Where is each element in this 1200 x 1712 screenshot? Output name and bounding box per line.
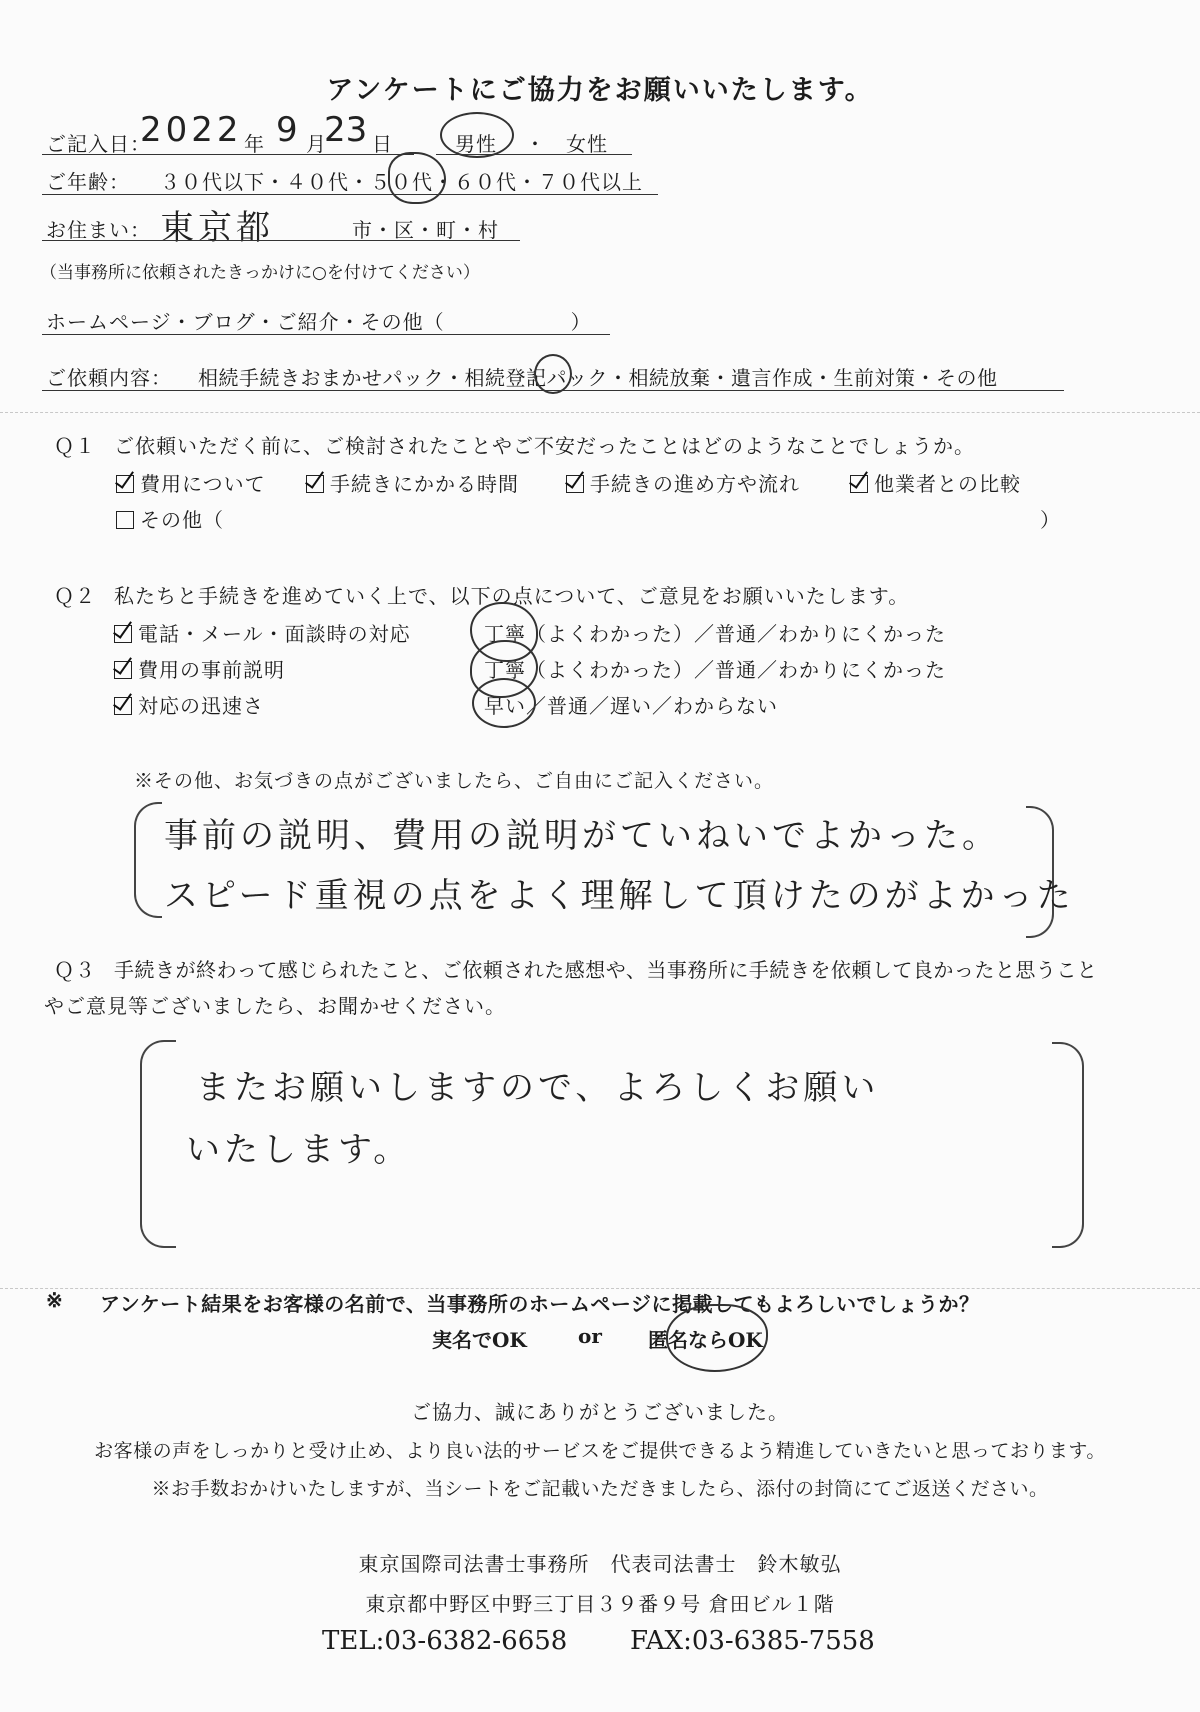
age-options: ３０代以下・４０代・５０代・６０代・７０代以上 — [160, 170, 643, 194]
underline — [42, 334, 610, 335]
q3-answer-line1: またお願いしますので、よろしくお願い — [196, 1068, 880, 1108]
selection-circle — [534, 354, 572, 394]
q1-number: Ｑ１ — [54, 434, 96, 458]
q3-number: Ｑ３ — [54, 958, 96, 982]
publish-mark: ※ — [46, 1288, 63, 1312]
closing-message: お客様の声をしっかりと受け止め、より良い法的サービスをご提供できるよう精進していきたいと思っております。 — [94, 1440, 1106, 1462]
q2-scale-cost: 丁寧（よくわかった）／普通／わかりにくかった — [484, 658, 946, 682]
selection-circle — [666, 1304, 768, 1372]
page-title: アンケートにご協力をお願いいたします。 — [326, 75, 874, 106]
q3-question-line2: やご意見等ございましたら、お聞かせください。 — [44, 994, 506, 1018]
selection-circle — [472, 678, 536, 728]
selection-circle — [388, 152, 446, 204]
office-fax: FAX:03-6385-7558 — [630, 1626, 875, 1656]
comment-bracket-left — [134, 802, 162, 918]
q3-question-line1: 手続きが終わって感じられたこと、ご依頼された感想や、当事務所に手続きを依頼して良かったと思うこと — [114, 958, 1098, 982]
fold-line — [0, 412, 1200, 413]
closing-return-note: ※お手数おかけいたしますが、当シートをご記載いただきましたら、添付の封筒にてご返送ください。 — [151, 1478, 1049, 1500]
selection-circle — [440, 112, 514, 158]
q2-number: Ｑ２ — [54, 584, 96, 608]
q2-note: ※その他、お気づきの点がございましたら、ご自由にご記入ください。 — [134, 770, 775, 792]
q2-row-contact: 電話・メール・面談時の対応 — [114, 618, 411, 647]
entry-month: 9 — [276, 110, 302, 150]
answer-bracket-right — [1052, 1042, 1084, 1248]
trigger-note: （当事務所に依頼されたきっかけに○を付けてください） — [40, 263, 480, 283]
q1-question: ご依頼いただく前に、ご検討されたことやご不安だったことはどのようなことでしょうか。 — [114, 434, 975, 458]
checkbox-icon — [116, 511, 134, 529]
office-name: 東京国際司法書士事務所 代表司法書士 鈴木敏弘 — [358, 1552, 842, 1576]
q1-option-time: 手続きにかかる時間 — [306, 468, 519, 497]
checkbox-checked-icon — [114, 625, 132, 643]
q2-scale-speed: 早い／普通／遅い／わからない — [484, 694, 778, 718]
underline — [436, 154, 632, 155]
gender-separator: ・ — [525, 132, 546, 156]
q1-other-close: ） — [1040, 508, 1061, 532]
month-unit: 月 — [306, 132, 327, 156]
checkbox-checked-icon — [850, 475, 868, 493]
publish-question: アンケート結果をお客様の名前で、当事務所のホームページに掲載してもよろしいでしょうか？ — [100, 1292, 980, 1316]
request-label: ご依頼内容： — [46, 366, 172, 390]
underline — [42, 390, 1064, 391]
checkbox-checked-icon — [566, 475, 584, 493]
year-unit: 年 — [244, 132, 265, 156]
publish-option-anon: 匿名ならOK — [648, 1328, 763, 1352]
checkbox-checked-icon — [114, 697, 132, 715]
checkbox-checked-icon — [306, 475, 324, 493]
underline — [42, 154, 414, 155]
gender-male: 男性 — [455, 132, 497, 156]
q3-answer-line2: いたします。 — [186, 1130, 412, 1170]
q1-option-process: 手続きの進め方や流れ — [566, 468, 800, 497]
q1-option-other: その他（ — [116, 504, 224, 533]
q2-row-cost: 費用の事前説明 — [114, 654, 285, 683]
publish-or: or — [578, 1324, 602, 1348]
publish-option-real: 実名でOK — [432, 1328, 527, 1352]
underline — [42, 240, 520, 241]
answer-bracket-left — [140, 1040, 176, 1248]
entry-date-label: ご記入日： — [46, 132, 151, 156]
q1-option-compare: 他業者との比較 — [850, 468, 1021, 497]
q2-row-speed: 対応の迅速さ — [114, 690, 264, 719]
underline — [42, 194, 658, 195]
q2-comment-line2: スピード重視の点をよく理解して頂けたのがよかった — [164, 876, 1075, 916]
q1-option-cost: 費用について — [116, 468, 266, 497]
day-unit: 日 — [372, 132, 393, 156]
address-label: お住まい： — [46, 218, 151, 242]
checkbox-checked-icon — [114, 661, 132, 679]
closing-thanks: ご協力、誠にありがとうございました。 — [411, 1400, 789, 1424]
entry-year: 2022 — [140, 110, 243, 150]
request-options: 相続手続きおまかせパック・相続登記パック・相続放棄・遺言作成・生前対策・その他 — [198, 366, 998, 390]
entry-day: 23 — [324, 110, 368, 150]
q2-comment-line1: 事前の説明、費用の説明がていねいでよかった。 — [164, 816, 1000, 856]
office-tel: TEL:03-6382-6658 — [322, 1626, 568, 1656]
trigger-options: ホームページ・ブログ・ご紹介・その他（ ） — [46, 310, 592, 334]
office-address: 東京都中野区中野三丁目３９番９号 倉田ビル１階 — [365, 1592, 835, 1616]
address-units: 市・区・町・村 — [352, 218, 499, 242]
age-label: ご年齢： — [46, 170, 130, 194]
checkbox-checked-icon — [116, 475, 134, 493]
q2-scale-contact: 丁寧（よくわかった）／普通／わかりにくかった — [484, 622, 946, 646]
q2-question: 私たちと手続きを進めていく上で、以下の点について、ご意見をお願いいたします。 — [114, 584, 910, 608]
gender-female: 女性 — [566, 132, 608, 156]
address-value: 東京都 — [160, 208, 274, 248]
